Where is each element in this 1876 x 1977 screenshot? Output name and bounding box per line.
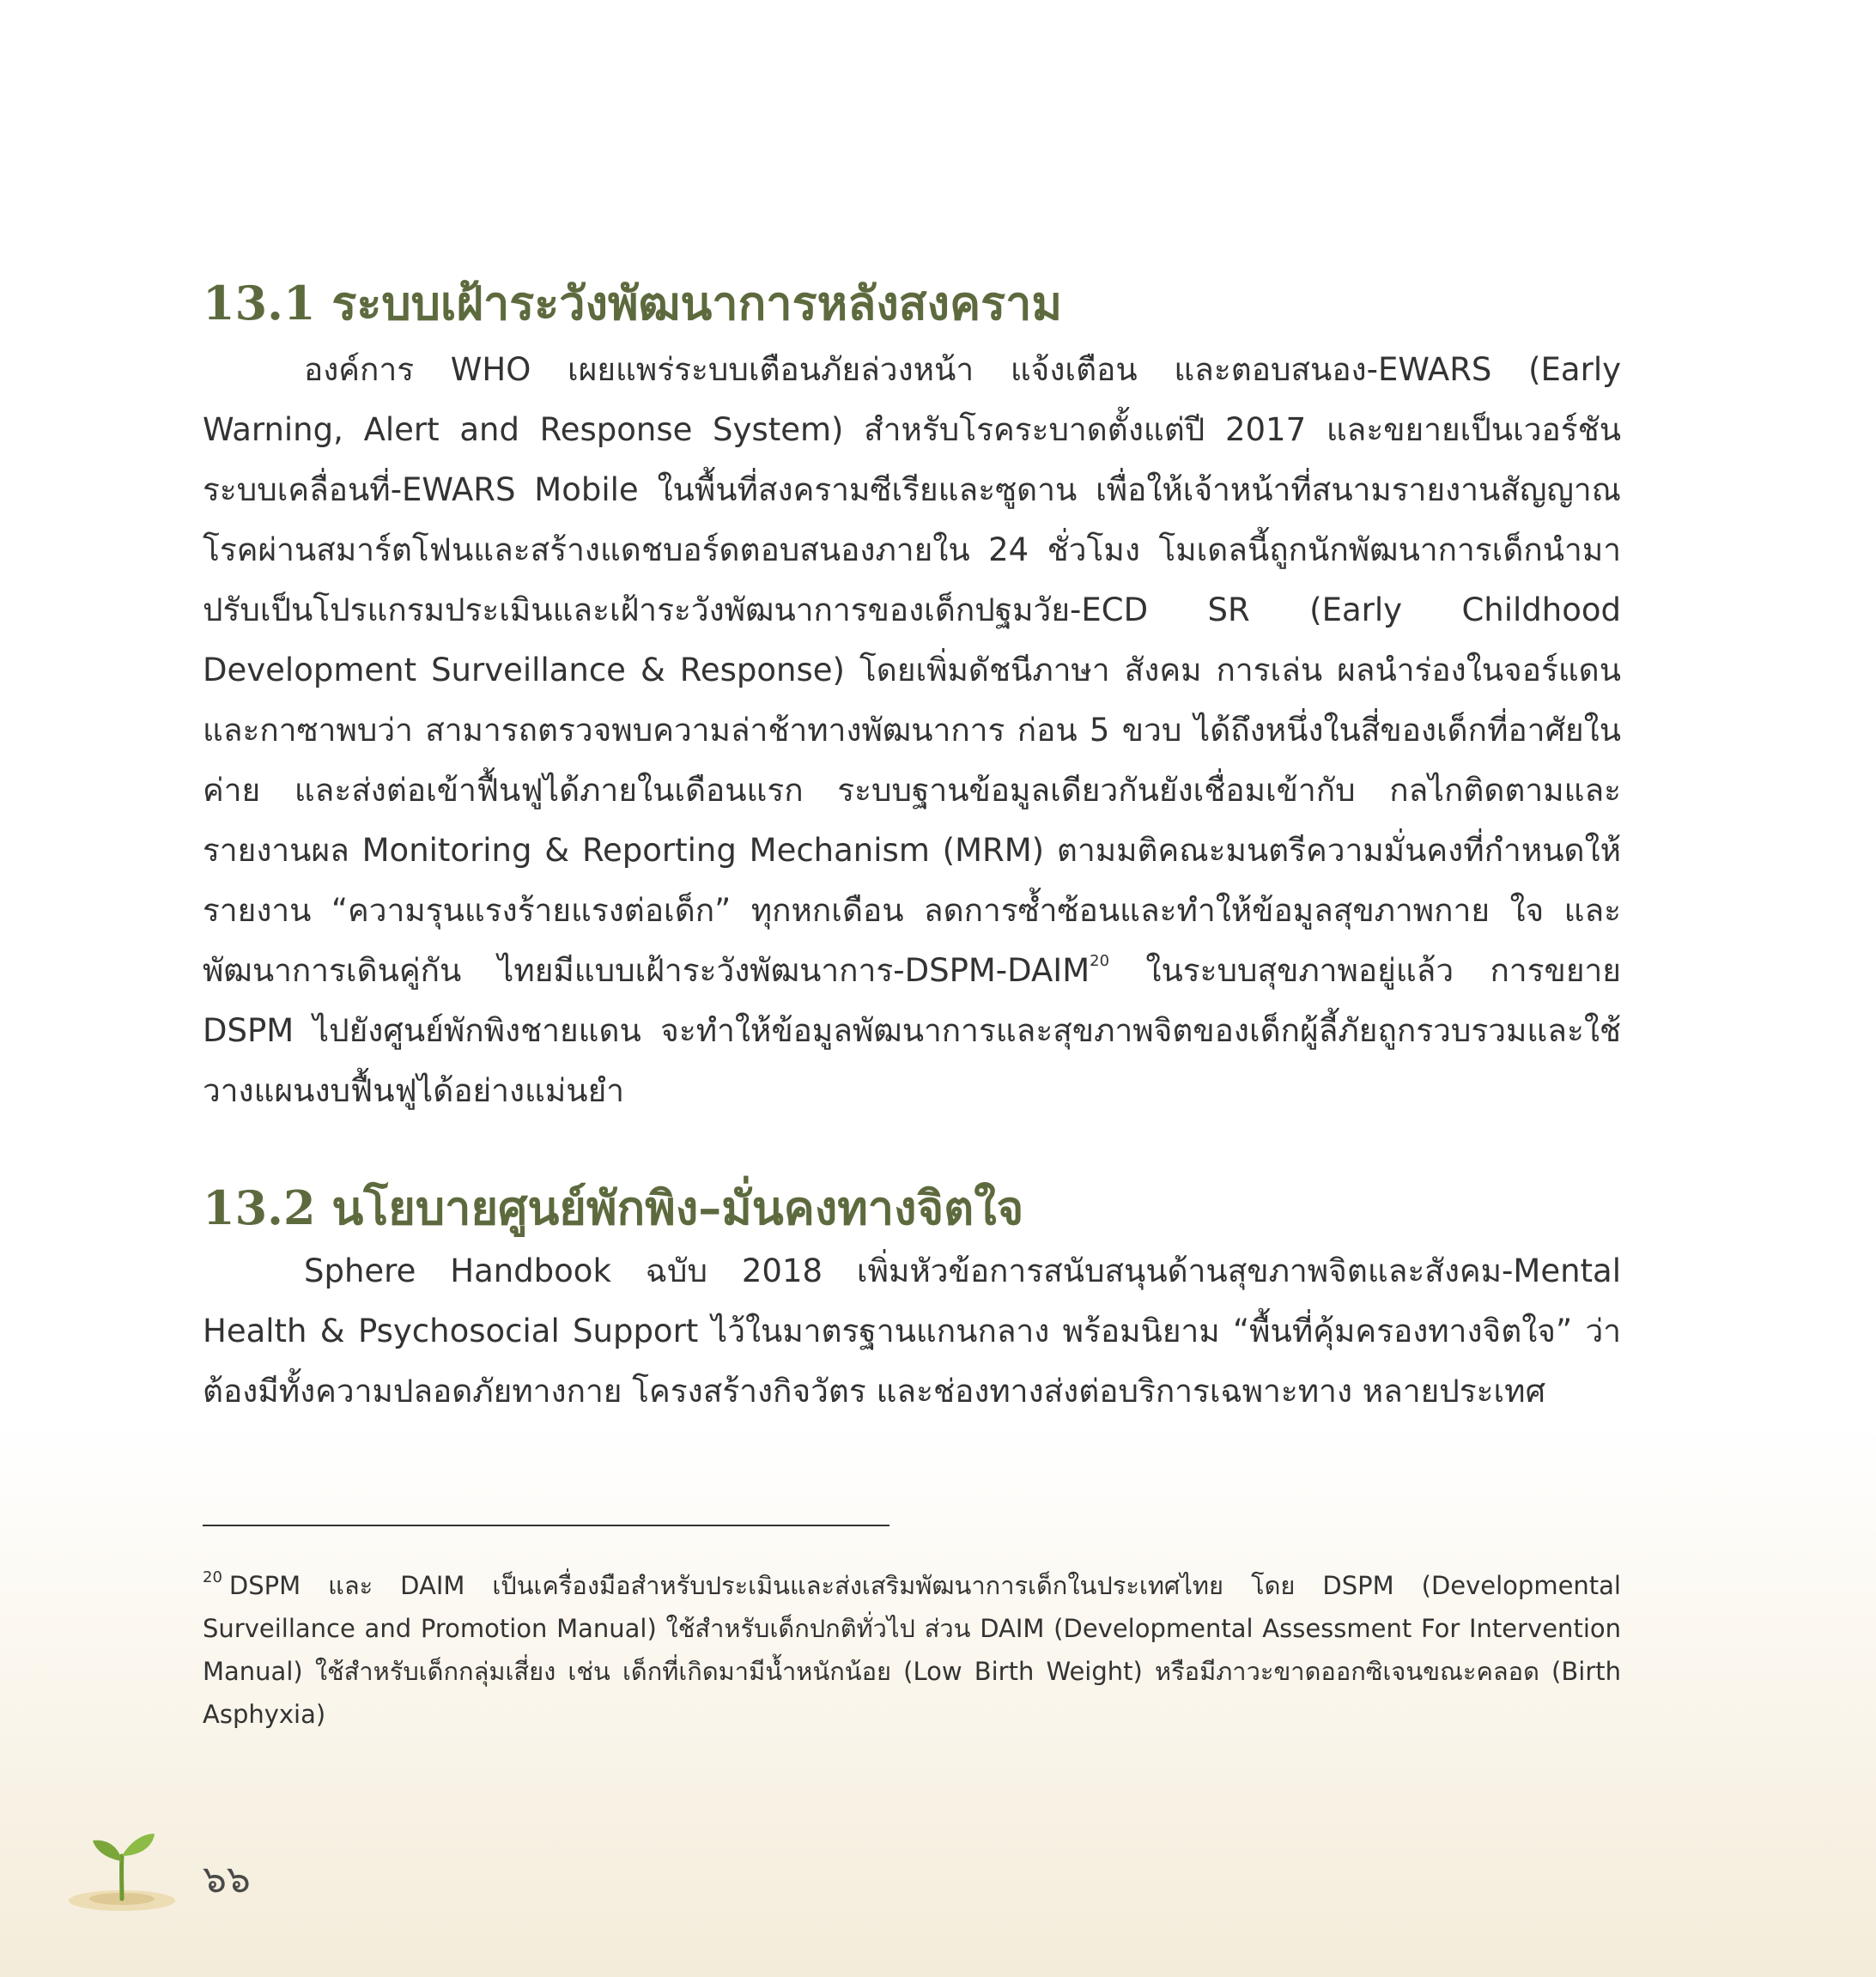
paragraph-text-part2: ในระบบสุขภาพอยู่แล้ว การขยาย DSPM ไปยังศูนย์พักพิงชายแดน จะทำให้ข้อมูลพัฒนาการและสุขภาพจิตของเด็กผู้ลี้ภัยถูกรวบรวมและใช้วางแผนงบฟื้นฟูได้อย่างแม่นยำ: [203, 952, 1621, 1109]
section-paragraph-13-1: [203, 340, 1621, 1121]
section-paragraph-13-2: Sphere Handbook ฉบับ 2018 เพิ่มหัวข้อการสนับสนุนด้านสุขภาพจิตและสังคม-Mental Health & Psychosocial Support ไว้ในมาตรฐานแกนกลาง พร้อมนิยาม “พื้นที่คุ้มครองทางจิตใจ” ว่าต้องมีทั้งความปลอดภัยทางกาย โครงสร้างกิจวัตร และช่องทางส่งต่อบริการเฉพาะทาง หลายประเทศ: [203, 1252, 1621, 1410]
seedling-icon: [60, 1811, 189, 1914]
page-number: ๖๖: [203, 1858, 251, 1901]
footnote-divider: [203, 1525, 889, 1526]
footnote-number: 20: [203, 1568, 222, 1586]
footnote-text: DSPM และ DAIM เป็นเครื่องมือสำหรับประเมินและส่งเสริมพัฒนาการเด็กในประเทศไทย โดย DSPM (Developmental Surveillance and Promotion Manual) ใช้สำหรับเด็กปกติทั่วไป ส่วน DAIM (Developmental Assessment For Intervention Manual) ใช้สำหรับเด็กกลุ่มเสี่ยง เช่น เด็กที่เกิดมามีน้ำหนักน้อย (Low Birth Weight) หรือมีภาวะขาดออกซิเจนขณะคลอด (Birth Asphyxia): [203, 1571, 1621, 1729]
section-heading-13-2: 13.2 นโยบายศูนย์พักพิง–มั่นคงทางจิตใจ: [203, 1180, 1024, 1235]
paragraph-text-part1: องค์การ WHO เผยแพร่ระบบเตือนภัยล่วงหน้า แจ้งเตือน และตอบสนอง-EWARS (Early Warning, Alert and Response System) สำหรับโรคระบาดตั้งแต่ปี 2017 และขยายเป็นเวอร์ชันระบบเคลื่อนที่-EWARS Mobile ในพื้นที่สงครามซีเรียและซูดาน เพื่อให้เจ้าหน้าที่สนามรายงานสัญญาณโรคผ่านสมาร์ตโฟนและสร้างแดชบอร์ดตอบสนองภายใน 24 ชั่วโมง โมเดลนี้ถูกนักพัฒนาการเด็กนำมาปรับเป็นโปรแกรมประเมินและเฝ้าระวังพัฒนาการของเด็กปฐมวัย-ECD SR (Early Childhood Development Surveillance & Response) โดยเพิ่มดัชนีภาษา สังคม การเล่น ผลนำร่องในจอร์แดนและกาซาพบว่า สามารถตรวจพบความล่าช้าทางพัฒนาการ ก่อน 5 ขวบ ได้ถึงหนึ่งในสี่ของเด็กที่อาศัยในค่าย และส่งต่อเข้าฟื้นฟูได้ภายในเดือนแรก ระบบฐานข้อมูลเดียวกันยังเชื่อมเข้ากับ กลไกติดตามและรายงานผล Monitoring & Reporting Mechanism (MRM) ตามมติคณะมนตรีความมั่นคงที่กำหนดให้รายงาน “ความรุนแรงร้ายแรงต่อเด็ก” ทุกหกเดือน ลดการซ้ำซ้อนและทำให้ข้อมูลสุขภาพกาย ใจ และพัฒนาการเดินคู่กัน ไทยมีแบบเฝ้าระวังพัฒนาการ-DSPM-DAIM: [203, 351, 1621, 989]
footnote: [203, 1564, 1621, 1736]
footnote-reference[interactable]: 20: [1090, 952, 1110, 970]
section-heading-13-1: 13.1 ระบบเฝ้าระวังพัฒนาการหลังสงคราม: [203, 276, 1063, 331]
